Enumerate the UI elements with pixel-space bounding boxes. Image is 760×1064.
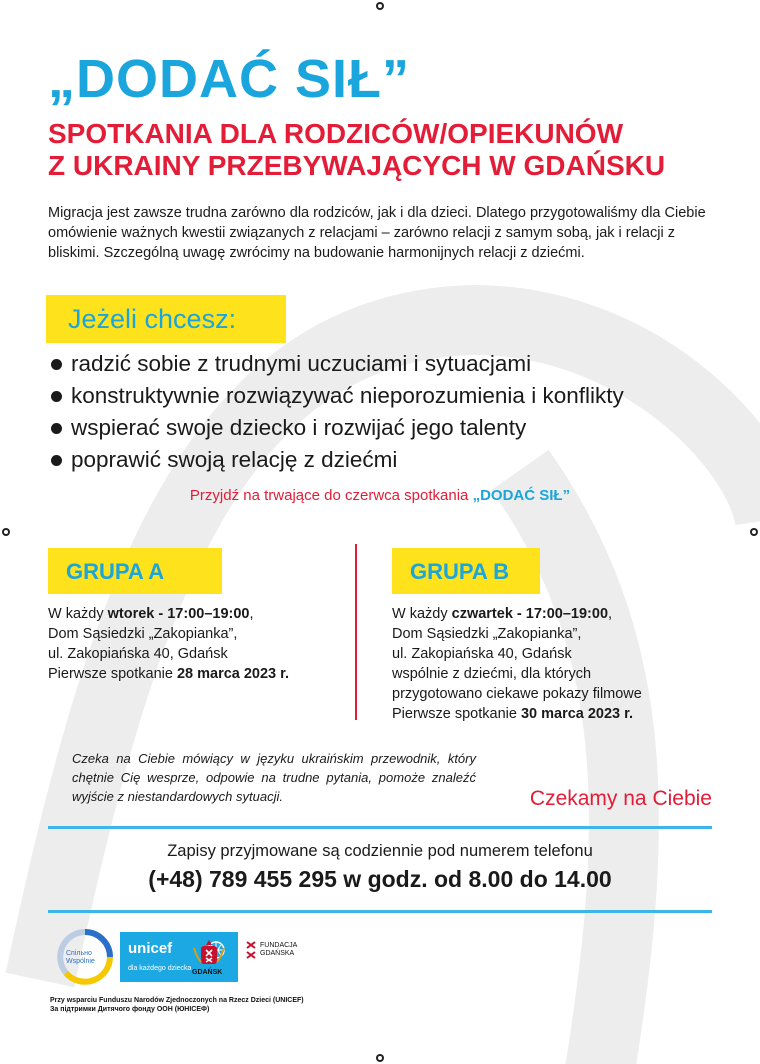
bullet-icon <box>51 423 62 434</box>
group-b-address: ul. Zakopiańska 40, Gdańsk <box>392 646 572 662</box>
invitation-text: Przyjdź na trwające do czerwca spotkania <box>189 487 473 504</box>
want-heading-box <box>46 295 286 343</box>
fundacja-gdanska-logo <box>244 940 304 967</box>
list-item-text: poprawić swoją relację z dziećmi <box>71 447 398 472</box>
list-item-text: wspierać swoje dziecko i rozwijać jego talenty <box>71 415 527 440</box>
invitation-highlight: „DODAĆ SIŁ” <box>472 487 571 504</box>
schedule-prefix: W każdy <box>392 606 452 622</box>
registration-mark-top <box>376 2 384 10</box>
support-line-2: За підтримки Дитячого фонду ООН (ЮНІСЕФ) <box>50 1006 210 1013</box>
want-list <box>48 348 728 476</box>
list-item-text: radzić sobie z trudnymi uczuciami i sytuacjami <box>71 351 532 376</box>
spilno-logo <box>56 928 114 986</box>
fundacja-label-2: GDAŃSKA <box>260 950 295 957</box>
schedule-prefix: W każdy <box>48 606 108 622</box>
poster-title: „DODAĆ SIŁ” <box>48 49 410 109</box>
intro-paragraph: Migracja jest zawsze trudna zarówno dla rodziców, jak i dla dzieci. Dlatego przygotowaliśmy dla Ciebie omówienie ważnych kwestii związanych z relacjami – zarówno relacji z samym sobą, jak i relacji z bliskimi. Szczególną uwagę zwrócimy na budowanie harmonijnych relacji z dziećmi. <box>48 205 706 261</box>
bullet-icon <box>51 359 62 370</box>
subtitle-line-2: Z UKRAINY PRZEBYWAJĄCYCH W GDAŃSKU <box>48 150 666 181</box>
bullet-icon <box>51 391 62 402</box>
first-meeting-prefix: Pierwsze spotkanie <box>392 706 521 722</box>
group-b-schedule <box>392 604 722 624</box>
spilno-text-2: Wspólnie <box>66 958 95 965</box>
registration-mark-left <box>2 528 10 536</box>
gdansk-logo <box>192 938 232 976</box>
fundacja-label-1: FUNDACJA <box>260 942 298 949</box>
registration-label: Zapisy przyjmowane są codziennie pod numerem telefonu <box>167 842 593 860</box>
list-item-text: konstruktywnie rozwiązywać nieporozumienia i konflikty <box>71 383 624 408</box>
group-b-extra-1: wspólnie z dziećmi, dla których <box>392 666 592 682</box>
schedule-time: wtorek - 17:00–19:00 <box>107 606 250 622</box>
bullet-icon <box>51 455 62 466</box>
schedule-time: czwartek - 17:00–19:00 <box>451 606 609 622</box>
fundacja-label <box>260 942 297 958</box>
gdansk-crest-icon <box>192 938 226 968</box>
group-b-details <box>392 604 722 724</box>
waiting-text: Czekamy na Ciebie <box>529 787 712 810</box>
unicef-wordmark: unicef <box>128 940 173 957</box>
group-b-place: Dom Sąsiedzki „Zakopianka”, <box>392 626 582 642</box>
first-meeting-date: 30 marca 2023 r. <box>520 706 634 722</box>
first-meeting-date: 28 marca 2023 r. <box>176 666 290 682</box>
group-a-details <box>48 604 338 684</box>
group-b-first-meeting <box>392 704 722 724</box>
group-a-address: ul. Zakopiańska 40, Gdańsk <box>48 646 228 662</box>
group-b-box <box>392 548 540 594</box>
group-a-place: Dom Sąsiedzki „Zakopianka”, <box>48 626 238 642</box>
group-b-label: GRUPA B <box>410 559 509 584</box>
registration-mark-right <box>750 528 758 536</box>
invitation-line <box>0 487 760 504</box>
schedule-suffix: , <box>249 606 254 622</box>
list-item <box>48 348 728 380</box>
group-a-label: GRUPA A <box>66 559 165 584</box>
guide-note: Czeka na Ciebie mówiący w języku ukraińskim przewodnik, który chętnie Cię wesprze, odpowie na trudne pytania, pomoże znaleźć wyjście z niestandardowych sytuacji. <box>72 751 476 804</box>
group-b-extra-2: przygotowano ciekawe pokazy filmowe <box>392 686 642 702</box>
schedule-suffix: , <box>608 606 613 622</box>
divider-bottom <box>48 910 712 913</box>
registration-mark-bottom <box>376 1054 384 1062</box>
support-line-1: Przy wsparciu Funduszu Narodów Zjednoczonych na Rzecz Dzieci (UNICEF) <box>50 997 304 1004</box>
unicef-tagline: dla każdego dziecka <box>128 965 192 972</box>
subtitle-line-1: SPOTKANIA DLA RODZICÓW/OPIEKUNÓW <box>48 118 624 149</box>
poster-subtitle <box>48 118 728 182</box>
registration-phone: (+48) 789 455 295 w godz. od 8.00 do 14.00 <box>148 866 612 892</box>
group-divider <box>355 544 357 720</box>
want-heading: Jeżeli chcesz: <box>68 304 237 334</box>
support-note <box>50 996 450 1014</box>
fundacja-crosses-icon <box>244 940 258 962</box>
list-item <box>48 444 728 476</box>
spilno-text-1: Спільно <box>66 950 92 957</box>
first-meeting-prefix: Pierwsze spotkanie <box>48 666 177 682</box>
group-a-box <box>48 548 222 594</box>
list-item <box>48 380 728 412</box>
group-a-first-meeting <box>48 664 338 684</box>
list-item <box>48 412 728 444</box>
gdansk-label: GDAŃSK <box>192 969 223 976</box>
group-a-schedule <box>48 604 338 624</box>
divider-top <box>48 826 712 829</box>
